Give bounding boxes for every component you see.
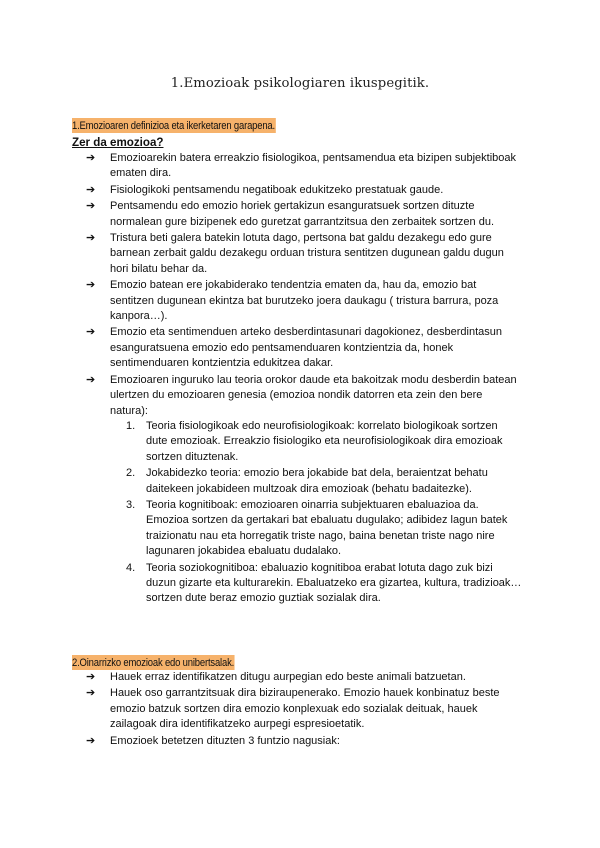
right-arrow-icon: ➔ <box>86 232 96 245</box>
theory-item: 4. Teoria soziokognitiboa: ebaluazio kognitiboa erabat lotuta dago zuk bizi duzun gizarte eta kulturarekin. Ebaluatzeko era gizartea, kultura, tradizioak… sortzen dute beraz emozio guztiak sozialak dira. <box>126 561 522 605</box>
right-arrow-icon: ➔ <box>86 734 96 747</box>
right-arrow-icon: ➔ <box>86 687 96 700</box>
list-item: ➔ Emozio batean ere jokabiderako tendentzia ematen da, hau da, emozio bat sentitzen dugunean ekintza bat burutzeko joera daukagu ( tristura barrura, poza kanpora…). <box>86 279 499 323</box>
list-item: ➔ Emozioarekin batera erreakzio fisiologikoa, pentsamendua eta bizipen subjektiboak ematen dira. <box>86 152 517 180</box>
list-item: ➔ Pentsamendu edo emozio horiek gertakizun esanguratsuek sortzen dituzte normalean gure bizipenek edo guretzat garrantzitsua den zerbaitek sortzen du. <box>86 200 495 228</box>
right-arrow-icon: ➔ <box>86 326 96 339</box>
list-item: ➔ Emozioaren inguruko lau teoria orokor daude eta bakoitzak modu desberdin batean ulertzen du emozioaren genesia (emozioa nondik datorren eta zein den bere natura): 1. Teoria fisiologikoak edo neurofisiologikoak: korrelato biologikoak sortzen dute emozioak. Erreakzio fisiologiko eta neurofisiologikoak dira emozioak sortzen dituztenak. 2. Jokabidezko teoria: emozio bera jokabide bat dela, beraientzat behatu daitekeen jokabideen multzoak dira emozioak (behatu badaitezke). 3. Teoria kognitiboak: emozioaren oinarria subjektuaren ebaluazioa da. Emozioa sortzen da gertakari bat ebaluatu dugulako; adibidez lagun batek traizionatu nau eta horregatik triste nago, baina benetan triste nago nire lagunaren jokabidea ebaluatu dudalako. 4. Teoria soziokognitiboa: ebaluazio kognitiboa erabat lotuta dago zuk bizi duzun gizarte eta kulturarekin. Ebaluatzeko era gizartea, kultura, tradizioak… sortzen dute beraz emozio guztiak sozialak dira. <box>72 373 522 607</box>
right-arrow-icon: ➔ <box>86 373 96 386</box>
theory-item: 1. Teoria fisiologikoak edo neurofisiologikoak: korrelato biologikoak sortzen dute emozioak. Erreakzio fisiologiko eta neurofisiologikoak dira emozioak sortzen dituztenak. <box>126 419 503 463</box>
list-item: ➔ Tristura beti galera batekin lotuta dago, pertsona bat galdu dezakegu edo gure barnean zerbait galdu dezakegu orduan tristura sentitzen dugunean galdu dugun hori bilatu behar da. <box>86 232 504 275</box>
theory-item: 3. Teoria kognitiboak: emozioaren oinarria subjektuaren ebaluazioa da. Emozioa sortzen da gertakari bat ebaluatu dugulako; adibidez lagun batek traizionatu nau eta horregatik triste nago, baina benetan triste nago nire lagunaren jokabidea ebaluatu dudalako. <box>126 498 508 558</box>
list-item: ➔ Emozioek betetzen dituzten 3 funtzio nagusiak: <box>72 734 522 749</box>
right-arrow-icon: ➔ <box>86 279 96 292</box>
section-heading-2: 2.Oinarrizko emozioak edo unibertsalak. <box>72 657 235 669</box>
right-arrow-icon: ➔ <box>86 152 96 164</box>
list-item: ➔ Fisiologikoki pentsamendu negatiboak edukitzeko prestatuak gaude. <box>72 183 522 198</box>
list-item: ➔ Hauek oso garrantzitsuak dira biziraupenerako. Emozio hauek konbinatuz beste emozio batzuk sortzen dira emozio konplexuak edo sozialak deituak, hauek zailagoak dira identifikatzeko aurpegi espresioetatik. <box>86 687 500 731</box>
section1-bullet-list <box>72 151 522 608</box>
right-arrow-icon: ➔ <box>86 183 96 196</box>
subheading-what-is-emotion: Zer da emozioa? <box>72 136 164 149</box>
document-title: 1.Emozioak psikologiaren ikuspegitik. <box>170 76 430 91</box>
section-heading-1: 1.Emozioaren definizioa eta ikerketaren garapena. <box>72 120 275 132</box>
list-item: ➔ Hauek erraz identifikatzen ditugu aurpegian edo beste animali batzuetan. <box>72 670 522 685</box>
right-arrow-icon: ➔ <box>86 671 96 683</box>
right-arrow-icon: ➔ <box>86 200 96 213</box>
theory-item: 2. Jokabidezko teoria: emozio bera jokabide bat dela, beraientzat behatu daitekeen jokabideen multzoak dira emozioak (behatu badaitezke). <box>126 467 488 495</box>
theory-list <box>110 419 522 607</box>
list-item: ➔ Emozio eta sentimenduen arteko desberdintasunari dagokionez, desberdintasun esanguratsuena emozio edo pentsamenduaren kontzientzia da, honek sentimenduaren kontzientzia edukitzea dakar. <box>86 326 502 370</box>
section2-bullet-list <box>72 670 522 750</box>
